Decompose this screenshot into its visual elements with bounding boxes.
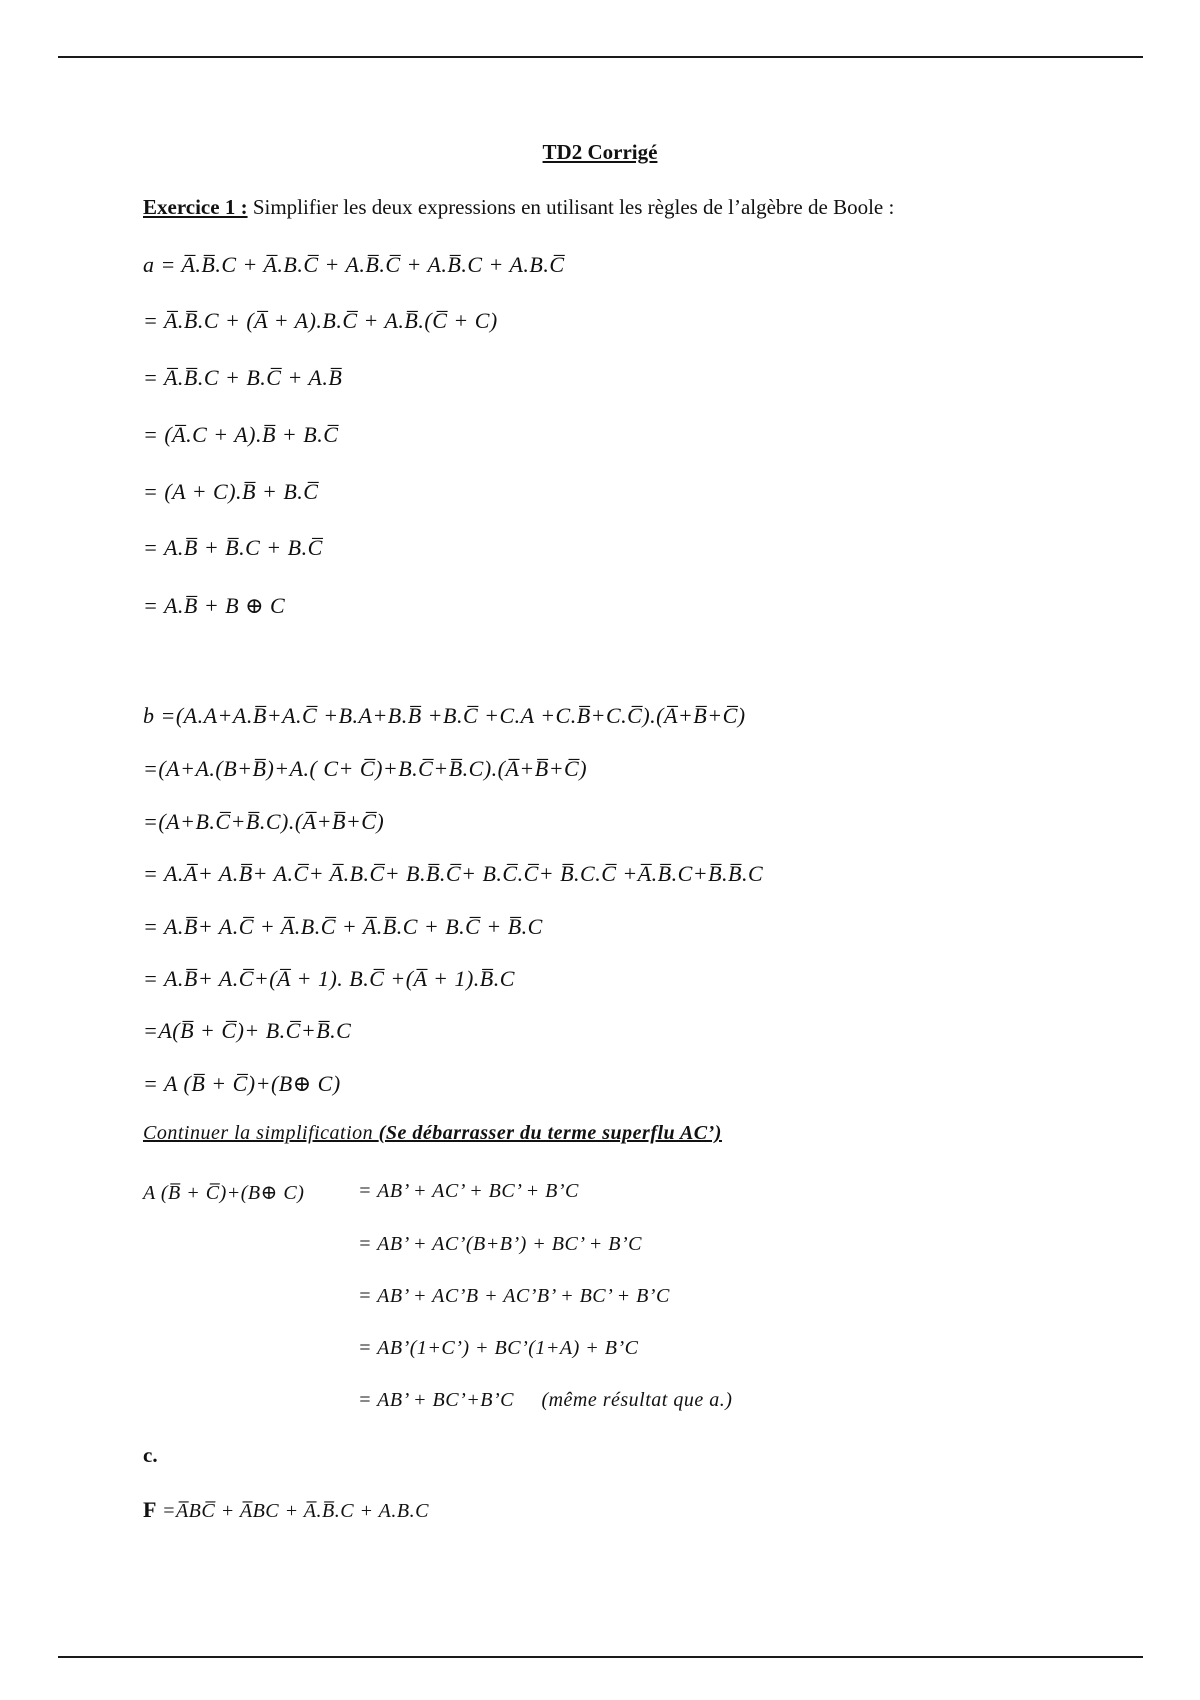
- part-c-label: c.: [143, 1443, 158, 1467]
- part-a-line-2: = A̅.B̅.C + (A̅ + A).B.C̅ + A.B̅.(C̅ + C): [143, 308, 498, 333]
- part-a-line-3: = A̅.B̅.C + B.C̅ + A.B̅: [143, 365, 343, 390]
- part-b-line-8: = A (B̅ + C̅)+(B⊕ C): [143, 1071, 341, 1096]
- header-rule: [58, 56, 1143, 58]
- part-b2-result: = AB’ + BC’+B’C: [358, 1389, 514, 1411]
- continuation-instruction: [143, 1122, 722, 1145]
- part-b-line-4: = A.A̅+ A.B̅+ A.C̅+ A̅.B.C̅+ B.B̅.C̅+ B.C̅.C̅+ B̅.C.C̅ +A̅.B̅.C+B̅.B̅.C: [143, 861, 764, 886]
- part-a-line-5: = (A + C).B̅ + B.C̅: [143, 479, 319, 504]
- part-b-line-7: =A(B̅ + C̅)+ B.C̅+B̅.C: [143, 1018, 352, 1043]
- part-b2-lhs: A (B̅ + C̅)+(B⊕ C): [143, 1182, 305, 1204]
- exercise-label: Exercice 1 :: [143, 195, 248, 219]
- part-a-line-1: a = A̅.B̅.C + A̅.B.C̅ + A.B̅.C̅ + A.B̅.C + A.B.C̅: [143, 252, 565, 277]
- exercise-statement: [143, 195, 894, 220]
- part-b-line-2: =(A+A.(B+B̅)+A.( C+ C̅)+B.C̅+B̅.C).(A̅+B̅+C̅): [143, 756, 588, 781]
- part-a-line-4: = (A̅.C + A).B̅ + B.C̅: [143, 422, 339, 447]
- part-b2-step-3: = AB’ + AC’B + AC’B’ + BC’ + B’C: [358, 1285, 670, 1307]
- continuation-bold: (Se débarrasser du terme superflu AC’): [378, 1122, 722, 1144]
- part-b2-step-2: = AB’ + AC’(B+B’) + BC’ + B’C: [358, 1233, 642, 1255]
- page-title: TD2 Corrigé: [542, 140, 658, 164]
- part-c-formula: =A̅BC̅ + A̅BC + A̅.B̅.C + A.B.C: [161, 1500, 429, 1522]
- part-b2-step-5: [358, 1389, 732, 1412]
- part-c-expression: [143, 1497, 429, 1523]
- exercise-text: Simplifier les deux expressions en utilisant les règles de l’algèbre de Boole :: [252, 195, 895, 219]
- part-c-f-label: F: [143, 1497, 157, 1522]
- part-b-line-6: = A.B̅+ A.C̅+(A̅ + 1). B.C̅ +(A̅ + 1).B̅.C: [143, 966, 515, 991]
- part-b-line-3: =(A+B.C̅+B̅.C).(A̅+B̅+C̅): [143, 809, 385, 834]
- part-b2-note: (même résultat que a.): [541, 1389, 733, 1411]
- part-b2-step-4: = AB’(1+C’) + BC’(1+A) + B’C: [358, 1337, 639, 1359]
- part-a-line-6: = A.B̅ + B̅.C + B.C̅: [143, 535, 323, 560]
- part-b-line-1: b =(A.A+A.B̅+A.C̅ +B.A+B.B̅ +B.C̅ +C.A +C.B̅+C.C̅).(A̅+B̅+C̅): [143, 703, 746, 728]
- continuation-prefix: Continuer la simplification: [143, 1122, 379, 1144]
- part-a-line-7: = A.B̅ + B ⊕ C: [143, 593, 286, 618]
- footer-rule: [58, 1656, 1143, 1658]
- part-b-line-5: = A.B̅+ A.C̅ + A̅.B.C̅ + A̅.B̅.C + B.C̅ + B̅.C: [143, 914, 543, 939]
- part-b2-step-1: = AB’ + AC’ + BC’ + B’C: [358, 1180, 579, 1202]
